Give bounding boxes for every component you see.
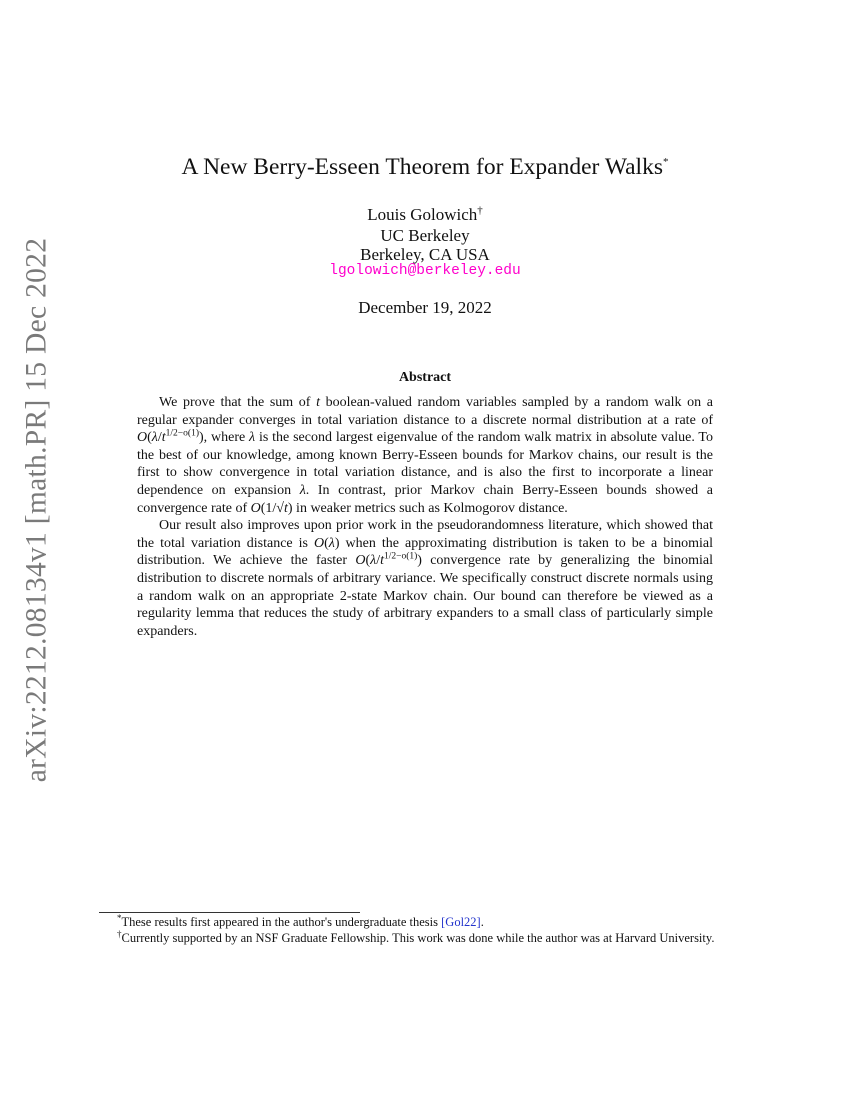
author-footnote-mark: † xyxy=(477,204,483,217)
footnote-1-text: These results first appeared in the author's undergraduate thesis xyxy=(121,915,442,929)
author-location: Berkeley, CA USA xyxy=(360,245,490,264)
author-email-link[interactable]: lgolowich@berkeley.edu xyxy=(329,263,521,279)
title-text: A New Berry-Esseen Theorem for Expander Walks xyxy=(181,154,663,180)
footnote-2 xyxy=(99,928,751,947)
abstract-paragraph-1: We prove that the sum of t boolean-valued random variables sampled by a random walk on a regular expander converges in total variation distance to a discrete normal distribution at a rate of $O(\lambda/t^{1/2-o(1)})$, where λ is the second largest eigenvalue of the random walk matrix in absolute value. To the best of our knowledge, among known Berry-Esseen bounds for Markov chains, our result is the first to show convergence in total variation distance, and is also the first to incorporate a linear dependence on expansion λ. In contrast, prior Markov chain Berry-Esseen bounds showed a convergence rate of O(1/√t) in weaker metrics such as Kolmogorov distance. xyxy=(137,395,713,516)
paper-date: December 19, 2022 xyxy=(358,298,492,317)
footnote-rule xyxy=(99,912,360,913)
footnote-2-mark: † xyxy=(117,928,122,939)
author-name-text: Louis Golowich xyxy=(367,205,478,224)
author-name xyxy=(0,205,850,225)
title-footnote-mark: * xyxy=(662,156,669,169)
footnotes xyxy=(99,912,751,946)
abstract-body xyxy=(137,394,713,640)
footnote-1-mark: * xyxy=(117,912,122,923)
arxiv-identifier: arXiv:2212.08134v1 [math.PR] 15 Dec 2022 xyxy=(20,237,53,783)
citation-link-gol22[interactable]: [Gol22] xyxy=(441,915,481,929)
footnote-2-text: Currently supported by an NSF Graduate Fellowship. This work was done while the author was at Harvard University. xyxy=(121,930,715,945)
author-affiliation: UC Berkeley xyxy=(380,226,470,245)
abstract-paragraph-2: Our result also improves upon prior work in the pseudorandomness literature, which showed that the total variation distance is O(λ) when the approximating distribution is taken to be a binomial distribution. We achieve the faster $O(\lambda/t^{1/2-o(1)})$ convergence rate by generalizing the binomial distribution to discrete normals of arbitrary variance. We specifically construct discrete normals using a random walk on an appropriate 2-state Markov chain. Our bound can therefore be viewed as a regularity lemma that reduces the study of arbitrary expanders to a small class of particularly simple expanders. xyxy=(137,518,714,639)
footnote-1-end: . xyxy=(480,915,484,929)
footnote-1 xyxy=(99,912,751,931)
abstract-heading: Abstract xyxy=(398,370,452,385)
paper-title xyxy=(0,154,850,181)
